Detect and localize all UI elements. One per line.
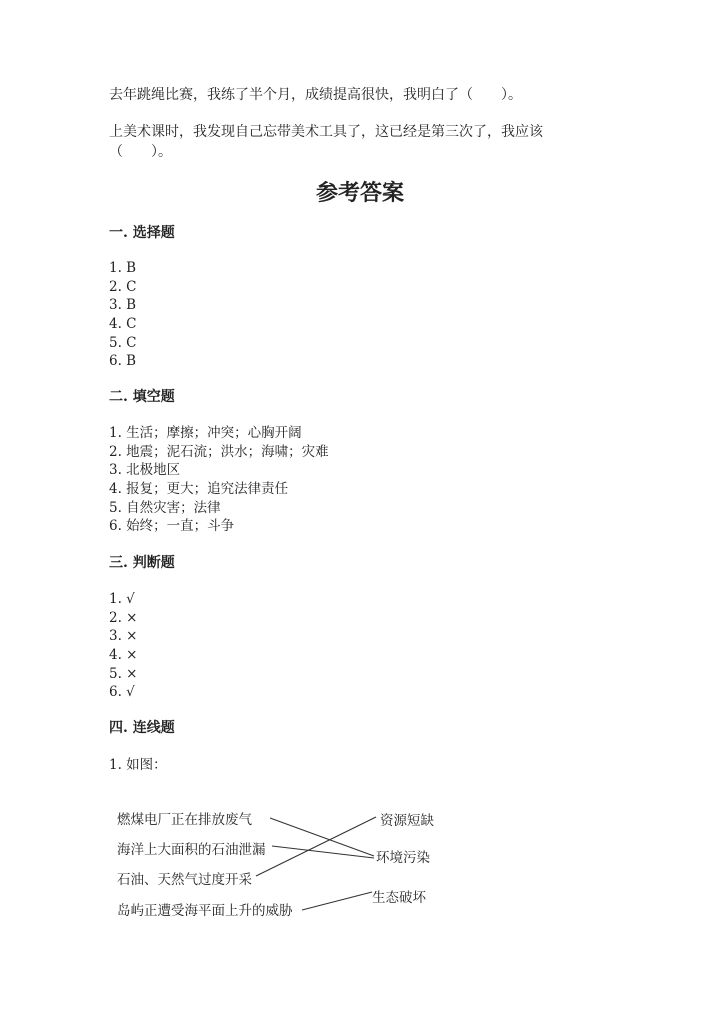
figure-right-item: 环境污染 xyxy=(376,850,430,866)
list-item: 2. 地震；泥石流；洪水；海啸；灾难 xyxy=(109,443,329,460)
list-item: 5. 自然灾害；法律 xyxy=(109,499,221,516)
list-item: 6. √ xyxy=(109,684,135,701)
figure-right-item: 资源短缺 xyxy=(380,813,434,829)
question-art-class: 上美术课时，我发现自己忘带美术工具了，这已经是第三次了，我应该 xyxy=(109,124,543,140)
question-art-class-continued: （ ）。 xyxy=(109,144,172,160)
list-item: 3. B xyxy=(109,297,137,314)
list-item: 5. C xyxy=(109,334,137,351)
list-item: 4. × xyxy=(109,647,138,664)
list-item: 4. C xyxy=(109,316,137,333)
figure-left-item: 岛屿正遭受海平面上升的威胁 xyxy=(117,903,293,919)
question-jump-rope: 去年跳绳比赛，我练了半个月，成绩提高很快，我明白了（ ）。 xyxy=(109,87,522,103)
list-item: 6. B xyxy=(109,353,137,370)
list-item: 2. × xyxy=(109,609,138,626)
list-item: 5. × xyxy=(109,665,138,682)
figure-left-item: 石油、天然气过度开采 xyxy=(117,872,252,888)
match-line xyxy=(272,846,374,858)
figure-right-item: 生态破坏 xyxy=(372,890,426,906)
list-item: 3. 北极地区 xyxy=(109,462,181,479)
figure-left-item: 燃煤电厂正在排放废气 xyxy=(117,812,252,828)
match-line xyxy=(302,892,372,910)
figure-left-item: 海洋上大面积的石油泄漏 xyxy=(117,842,266,858)
section-heading-choice: 一. 选择题 xyxy=(109,225,175,241)
match-line xyxy=(270,818,374,856)
list-item: 4. 报复；更大；追究法律责任 xyxy=(109,481,289,498)
list-item: 6. 始终；一直；斗争 xyxy=(109,518,235,535)
section-heading-fill: 二. 填空题 xyxy=(109,389,175,405)
list-item: 2. C xyxy=(109,278,137,295)
list-item: 1. √ xyxy=(109,591,135,607)
answer-title: 参考答案 xyxy=(315,180,404,206)
list-item: 1. B xyxy=(109,260,137,276)
list-item: 1. 如图： xyxy=(109,757,167,773)
section-heading-judge: 三. 判断题 xyxy=(109,555,175,571)
list-item: 3. × xyxy=(109,628,138,645)
list-item: 1. 生活；摩擦；冲突；心胸开阔 xyxy=(109,425,302,441)
section-heading-match: 四. 连线题 xyxy=(109,720,175,736)
